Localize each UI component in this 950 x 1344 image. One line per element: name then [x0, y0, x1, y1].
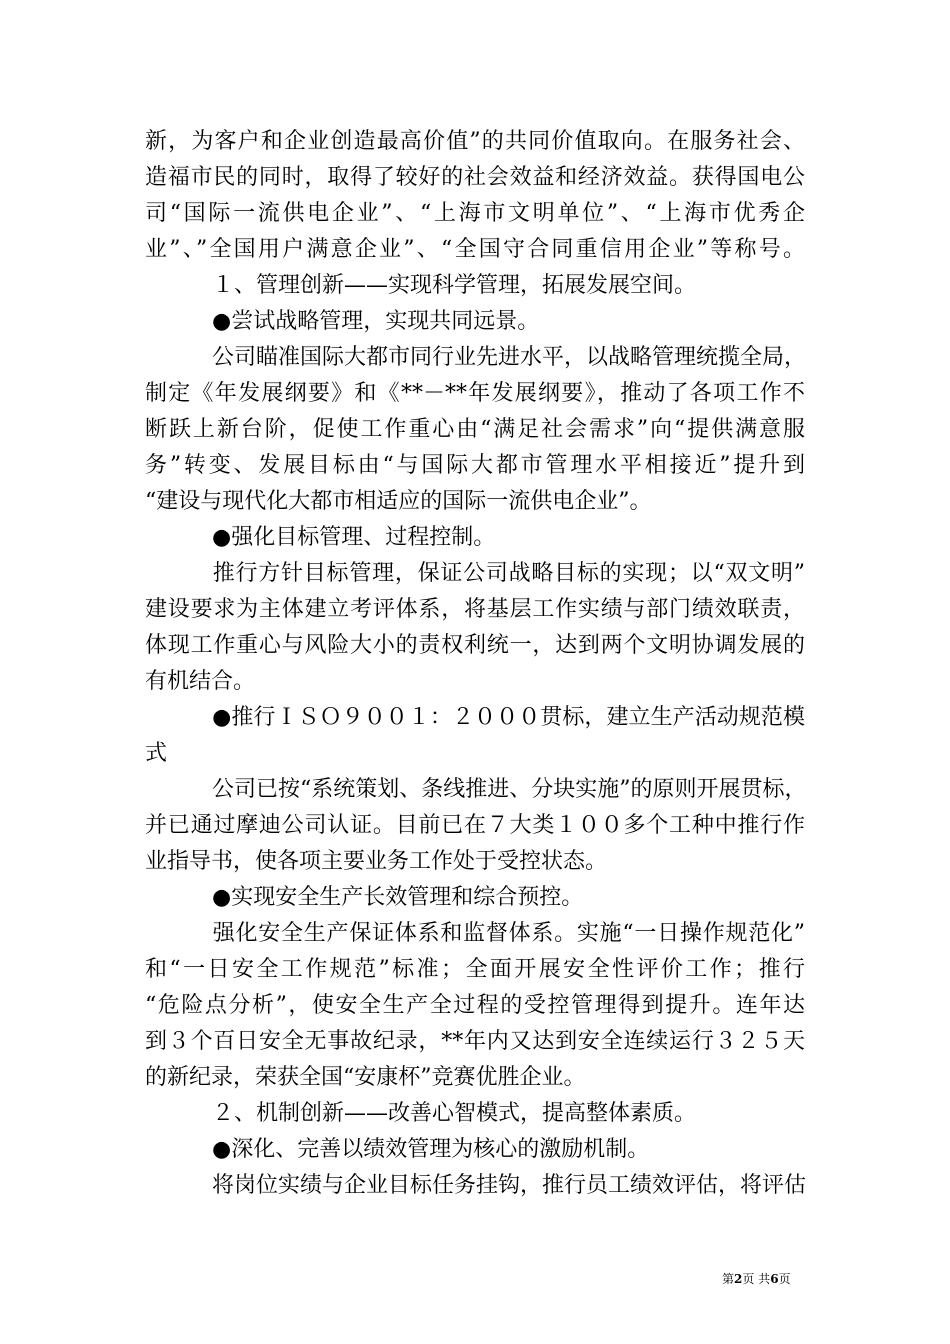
- text-line: 并已通过摩迪公司认证。目前已在７大类１００多个工种中推行作: [145, 813, 805, 838]
- total-page-count: 6: [770, 1272, 779, 1286]
- page-number-footer: [722, 1270, 791, 1287]
- text-line: 将岗位实绩与企业目标任务挂钩，推行员工绩效评估，将评估: [190, 1173, 807, 1198]
- text-line: 和“一日安全工作规范”标准；全面开展安全性评价工作；推行: [145, 957, 805, 982]
- text-line: 制定《年发展纲要》和《**－**年发展纲要》，推动了各项工作不: [145, 381, 805, 406]
- text-line: 造福市民的同时，取得了较好的社会效益和经济效益。获得国电公: [145, 165, 805, 190]
- footer-middle: 页 共: [742, 1272, 771, 1286]
- bullet-heading: ●推行ＩＳＯ９００１：２０００贯标，建立生产活动规范模: [190, 705, 805, 730]
- text-line: “危险点分析”，使安全生产全过程的受控管理得到提升。连年达: [145, 993, 805, 1018]
- text-line: 务”转变、发展目标由“与国际大都市管理水平相接近”提升到: [145, 453, 805, 478]
- text-line: 体现工作重心与风险大小的责权利统一，达到两个文明协调发展的: [145, 633, 805, 658]
- text-line: 式: [145, 741, 168, 766]
- text-line: 业指导书，使各项主要业务工作处于受控状态。: [145, 849, 608, 874]
- footer-suffix: 页: [778, 1272, 791, 1286]
- section-heading: ２、机制创新——改善心智模式，提高整体素质。: [190, 1101, 697, 1126]
- text-line: 公司瞄准国际大都市同行业先进水平，以战略管理统揽全局，: [190, 345, 807, 370]
- text-line: 有机结合。: [145, 669, 256, 694]
- text-line: 建设要求为主体建立考评体系，将基层工作实绩与部门绩效联责，: [145, 597, 805, 622]
- bullet-heading: ●尝试战略管理，实现共同远景。: [190, 309, 540, 334]
- footer-prefix: 第: [722, 1272, 735, 1286]
- text-line: “建设与现代化大都市相适应的国际一流供电企业”。: [145, 489, 652, 514]
- text-line: 的新纪录，荣获全国“安康杯”竞赛优胜企业。: [145, 1065, 586, 1090]
- section-heading: １、管理创新——实现科学管理，拓展发展空间。: [190, 273, 697, 298]
- text-line: 断跃上新台阶，促使工作重心由“满足社会需求”向“提供满意服: [145, 417, 805, 442]
- text-line: 推行方针目标管理，保证公司战略目标的实现；以“双文明”: [190, 561, 805, 586]
- text-line: 公司已按“系统策划、条线推进、分块实施”的原则开展贯标，: [190, 777, 807, 802]
- bullet-heading: ●实现安全生产长效管理和综合预控。: [190, 885, 584, 910]
- bullet-heading: ●强化目标管理、过程控制。: [190, 525, 496, 550]
- text-line: 司“国际一流供电企业”、“上海市文明单位”、“上海市优秀企: [145, 201, 805, 226]
- text-line: 强化安全生产保证体系和监督体系。实施“一日操作规范化”: [190, 921, 805, 946]
- text-line: 到３个百日安全无事故纪录，**年内又达到安全连续运行３２５天: [145, 1029, 805, 1054]
- current-page-number: 2: [734, 1272, 743, 1286]
- text-line: 业”、”全国用户满意企业”、“全国守合同重信用企业”等称号。: [145, 237, 805, 262]
- bullet-heading: ●深化、完善以绩效管理为核心的激励机制。: [190, 1137, 650, 1162]
- text-line: 新，为客户和企业创造最高价值”的共同价值取向。在服务社会、: [145, 129, 805, 154]
